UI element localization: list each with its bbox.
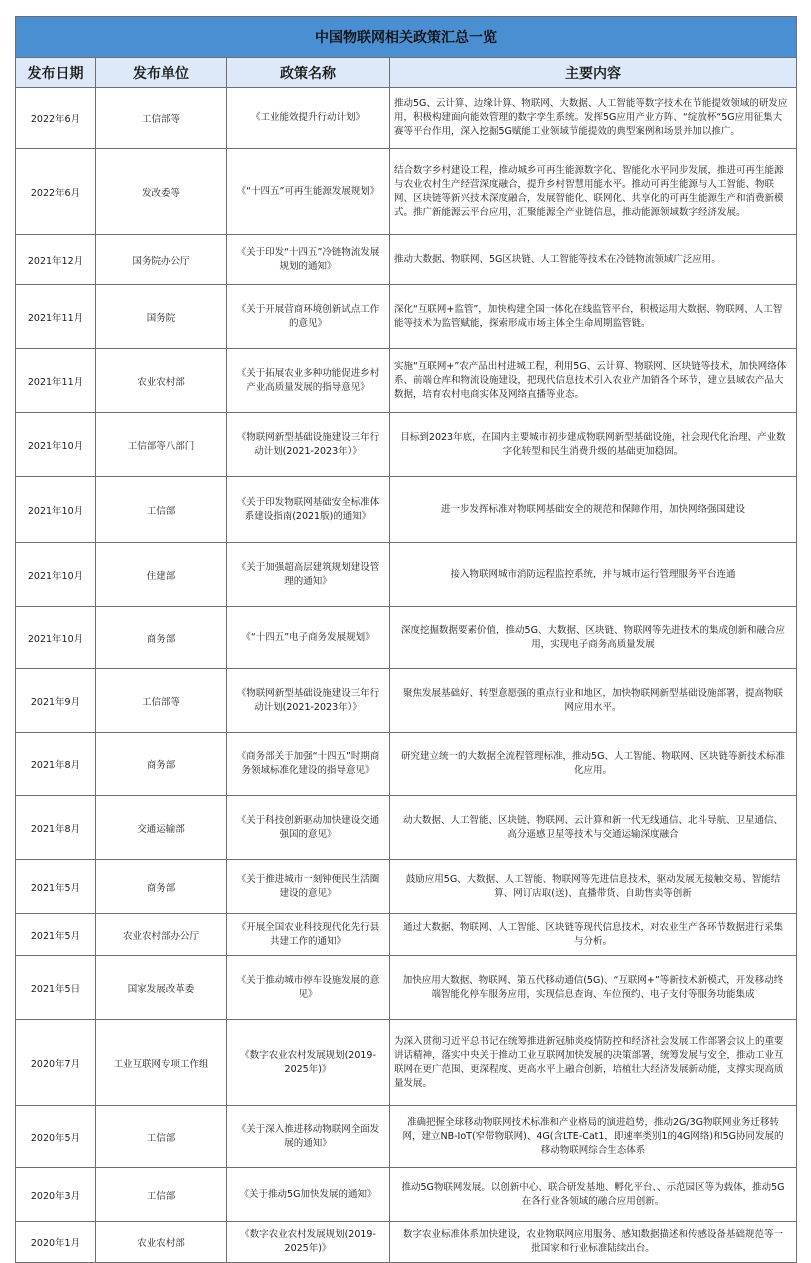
policy-name-cell: 《关于科技创新驱动加快建设交通强国的意见》 (227, 796, 390, 860)
date-cell: 2022年6月 (16, 88, 96, 149)
date-cell: 2022年6月 (16, 149, 96, 235)
table-row (16, 796, 797, 860)
table-row (16, 413, 797, 477)
policy-name-cell: 《开展全国农业科技现代化先行县共建工作的通知》 (227, 914, 390, 956)
table-row (16, 607, 797, 669)
unit-cell: 国家发展改革委 (96, 956, 227, 1020)
unit-cell: 工信部 (96, 1106, 227, 1168)
table-row (16, 669, 797, 733)
policy-name-cell: 《数字农业农村发展规划(2019-2025年)》 (227, 1020, 390, 1106)
table-row (16, 1106, 797, 1168)
table-row (16, 149, 797, 235)
policy-name-cell: 《关于印发“十四五”冷链物流发展规划的通知》 (227, 235, 390, 285)
date-cell: 2020年7月 (16, 1020, 96, 1106)
policy-name-cell: 《关于印发物联网基础安全标准体系建设指南(2021版)的通知》 (227, 477, 390, 543)
content-cell: 鼓励应用5G、大数据、人工智能、物联网等先进信息技术，驱动发展无接触交易、智能结算、网订店取(送)、直播带货、自助售卖等创新 (390, 860, 797, 914)
content-cell: 接入物联网城市消防远程监控系统，并与城市运行管理服务平台连通 (390, 543, 797, 607)
policy-table-wrapper (15, 16, 796, 1263)
date-cell: 2021年8月 (16, 796, 96, 860)
policy-name-cell: 《物联网新型基础设施建设三年行动计划(2021-2023年）》 (227, 413, 390, 477)
header-policy: 政策名称 (227, 58, 390, 88)
table-row (16, 956, 797, 1020)
unit-cell: 商务部 (96, 607, 227, 669)
header-date: 发布日期 (16, 58, 96, 88)
policy-name-cell: 《关于加强超高层建筑规划建设管理的通知》 (227, 543, 390, 607)
unit-cell: 农业农村部办公厅 (96, 914, 227, 956)
policy-name-cell: 《关于推动城市停车设施发展的意见》 (227, 956, 390, 1020)
policy-name-cell: 《关于推进城市一刻钟便民生活圈建设的意见》 (227, 860, 390, 914)
policy-name-cell: 《数字农业农村发展规划(2019-2025年)》 (227, 1222, 390, 1263)
header-unit: 发布单位 (96, 58, 227, 88)
policy-name-cell: 《“十四五”电子商务发展规划》 (227, 607, 390, 669)
date-cell: 2021年5月 (16, 860, 96, 914)
date-cell: 2020年5月 (16, 1106, 96, 1168)
unit-cell: 国务院办公厅 (96, 235, 227, 285)
content-cell: 实施“互联网+”农产品出村进城工程，利用5G、云计算、物联网、区块链等技术，加快网络体系、前端仓库和物流设施建设，把现代信息技术引入农业产加销各个环节，建立县域农产品大数据，培育农村电商实体及网络直播等业态。 (390, 349, 797, 413)
policy-name-cell: 《“十四五”可再生能源发展规划》 (227, 149, 390, 235)
content-cell: 进一步发挥标准对物联网基础安全的规范和保障作用，加快网络强国建设 (390, 477, 797, 543)
unit-cell: 商务部 (96, 733, 227, 796)
content-cell: 研究建立统一的大数据全流程管理标准，推动5G、人工智能、物联网、区块链等新技术标准化应用。 (390, 733, 797, 796)
unit-cell: 工信部等 (96, 669, 227, 733)
table-row (16, 914, 797, 956)
unit-cell: 国务院 (96, 285, 227, 349)
table-title: 中国物联网相关政策汇总一览 (16, 17, 797, 58)
policy-name-cell: 《关于深入推进移动物联网全面发展的通知》 (227, 1106, 390, 1168)
table-row (16, 477, 797, 543)
unit-cell: 工信部等八部门 (96, 413, 227, 477)
table-row (16, 88, 797, 149)
unit-cell: 农业农村部 (96, 349, 227, 413)
content-cell: 通过大数据、物联网、人工智能、区块链等现代信息技术，对农业生产各环节数据进行采集与分析。 (390, 914, 797, 956)
policy-name-cell: 《商务部关于加强“十四五”时期商务领域标准化建设的指导意见》 (227, 733, 390, 796)
date-cell: 2021年5日 (16, 956, 96, 1020)
content-cell: 深度挖掘数据要素价值，推动5G、大数据、区块链、物联网等先进技术的集成创新和融合应用，实现电子商务高质量发展 (390, 607, 797, 669)
content-cell: 数字农业标准体系加快建设，农业物联网应用服务、感知数据描述和传感设备基础规范等一批国家和行业标准陆续出台。 (390, 1222, 797, 1263)
content-cell: 加快应用大数据、物联网、第五代移动通信(5G)、“互联网+”等新技术新模式，开发移动终端智能化停车服务应用，实现信息查询、车位预约、电子支付等服务功能集成 (390, 956, 797, 1020)
date-cell: 2021年8月 (16, 733, 96, 796)
table-row (16, 235, 797, 285)
date-cell: 2021年12月 (16, 235, 96, 285)
header-content: 主要内容 (390, 58, 797, 88)
date-cell: 2021年9月 (16, 669, 96, 733)
policy-table (15, 16, 797, 1263)
table-row (16, 733, 797, 796)
unit-cell: 工业互联网专项工作组 (96, 1020, 227, 1106)
date-cell: 2021年11月 (16, 285, 96, 349)
policy-name-cell: 《工业能效提升行动计划》 (227, 88, 390, 149)
unit-cell: 工信部等 (96, 88, 227, 149)
content-cell: 聚焦发展基础好、转型意愿强的重点行业和地区，加快物联网新型基础设施部署，提高物联网应用水平。 (390, 669, 797, 733)
table-body (16, 88, 797, 1263)
date-cell: 2021年11月 (16, 349, 96, 413)
unit-cell: 商务部 (96, 860, 227, 914)
content-cell: 推动大数据、物联网、5G区块链、人工智能等技术在冷链物流领域广泛应用。 (390, 235, 797, 285)
table-row (16, 1222, 797, 1263)
unit-cell: 发改委等 (96, 149, 227, 235)
unit-cell: 交通运输部 (96, 796, 227, 860)
date-cell: 2021年10月 (16, 413, 96, 477)
table-row (16, 285, 797, 349)
policy-name-cell: 《关于推动5G加快发展的通知》 (227, 1168, 390, 1222)
table-row (16, 349, 797, 413)
table-row (16, 543, 797, 607)
table-row (16, 1020, 797, 1106)
content-cell: 为深入贯彻习近平总书记在统筹推进新冠肺炎疫情防控和经济社会发展工作部署会议上的重要讲话精神，落实中央关于推动工业互联网加快发展的决策部署，统筹发展与安全，推动工业互联网在更广范围、更深程度、更高水平上融合创新，培植壮大经济发展新动能，支撑实现高质量发展。 (390, 1020, 797, 1106)
content-cell: 推动5G物联网发展。以创新中心、联合研发基地、孵化平台、、示范园区等为载体，推动5G在各行业各领域的融合应用创新。 (390, 1168, 797, 1222)
content-cell: 准确把握全球移动物联网技术标准和产业格局的演进趋势，推动2G/3G物联网业务迁移转网，建立NB-IoT(窄带物联网)、4G(含LTE-Cat1，即速率类别1的4G网络)和5G协同发展的移动物联网综合生态体系 (390, 1106, 797, 1168)
content-cell: 深化“互联网+监管”，加快构建全国一体化在线监管平台，积极运用大数据、物联网、人工智能等技术为监管赋能，探索形成市场主体全生命周期监管链。 (390, 285, 797, 349)
content-cell: 结合数字乡村建设工程，推动城乡可再生能源数字化、智能化水平同步发展，推进可再生能源与农业农村生产经营深度融合，提升乡村智慧用能水平。推动可再生能源与人工智能、物联网、区块链等新兴技术深度融合，发展智能化、联网化、共享化的可再生能源生产和消费新模式。推广新能源云平台应用，汇聚能源全产业链信息，推动能源领域数字经济发展。 (390, 149, 797, 235)
date-cell: 2021年10月 (16, 607, 96, 669)
table-row (16, 1168, 797, 1222)
date-cell: 2020年3月 (16, 1168, 96, 1222)
unit-cell: 工信部 (96, 477, 227, 543)
content-cell: 推动5G、云计算、边缘计算、物联网、大数据、人工智能等数字技术在节能提效领域的研发应用，积极构建面向能效管理的数字孪生系统。发挥5G应用产业方阵、“绽放杯“5G应用征集大赛等平台作用，深入挖掘5G赋能工业领域节能提效的典型案例和场景并加以推广。 (390, 88, 797, 149)
policy-name-cell: 《物联网新型基础设施建设三年行动计划(2021-2023年）》 (227, 669, 390, 733)
table-row (16, 860, 797, 914)
policy-name-cell: 《关于开展营商环境创新试点工作的意见》 (227, 285, 390, 349)
unit-cell: 农业农村部 (96, 1222, 227, 1263)
content-cell: 目标到2023年底，在国内主要城市初步建成物联网新型基础设施，社会现代化治理、产业数字化转型和民生消费升级的基础更加稳固。 (390, 413, 797, 477)
header-row (16, 58, 797, 88)
content-cell: 动大数据、人工智能、区块链、物联网、云计算和新一代无线通信、北斗导航、卫星通信、高分遥感卫星等技术与交通运输深度融合 (390, 796, 797, 860)
date-cell: 2021年10月 (16, 543, 96, 607)
date-cell: 2021年10月 (16, 477, 96, 543)
unit-cell: 工信部 (96, 1168, 227, 1222)
unit-cell: 住建部 (96, 543, 227, 607)
policy-name-cell: 《关于拓展农业多种功能促进乡村产业高质量发展的指导意见》 (227, 349, 390, 413)
date-cell: 2020年1月 (16, 1222, 96, 1263)
date-cell: 2021年5月 (16, 914, 96, 956)
